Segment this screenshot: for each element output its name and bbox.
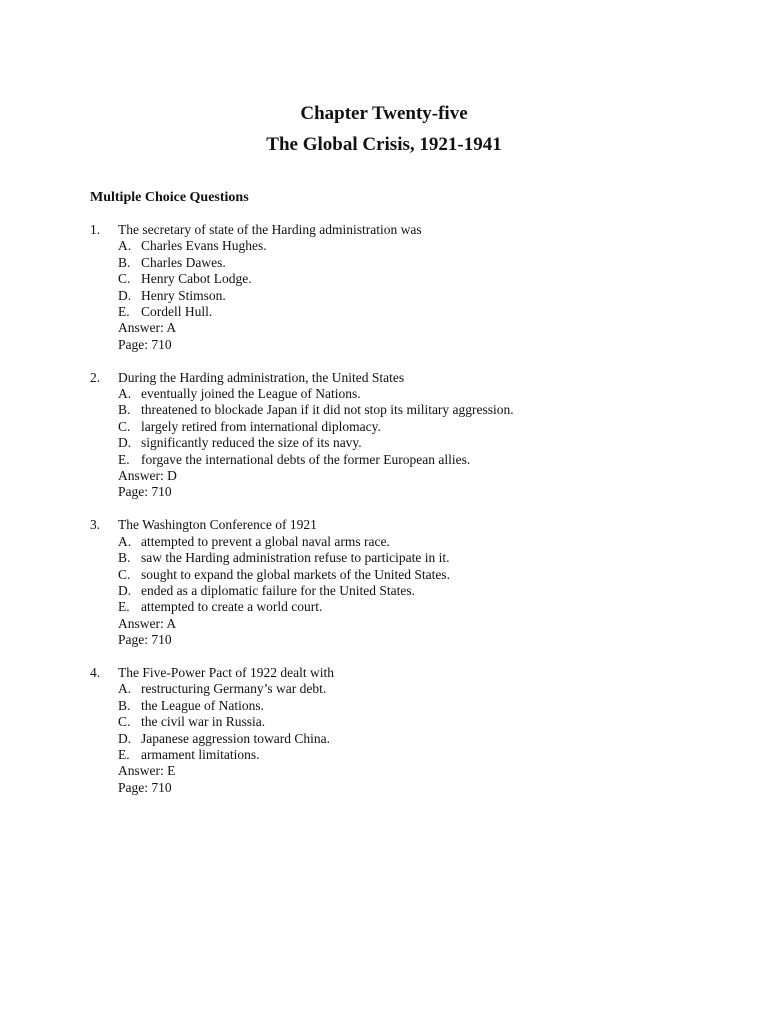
question-number: 4. <box>90 664 101 680</box>
question-stem: During the Harding administration, the United States <box>118 369 405 385</box>
option-letter: E. <box>118 451 130 467</box>
option-text: attempted to prevent a global naval arms race. <box>141 533 390 549</box>
option-text: forgave the international debts of the former European allies. <box>141 451 471 467</box>
answer-option <box>118 452 730 468</box>
question-body <box>118 517 730 648</box>
option-text: Charles Dawes. <box>141 254 226 270</box>
option-letter: E. <box>118 746 130 762</box>
option-letter: B. <box>118 402 131 418</box>
answer-key: Answer: E <box>118 763 176 779</box>
section-heading: Multiple Choice Questions <box>90 190 249 205</box>
answer-option <box>118 550 730 566</box>
option-letter: B. <box>118 254 131 270</box>
answer-option <box>118 271 730 287</box>
option-letter: C. <box>118 271 131 287</box>
option-text: significantly reduced the size of its navy. <box>141 435 362 451</box>
answer-key: Answer: D <box>118 468 177 484</box>
option-letter: A. <box>118 238 132 254</box>
option-text: largely retired from international diplomacy. <box>141 418 381 434</box>
option-text: threatened to blockade Japan if it did not stop its military aggression. <box>141 402 514 418</box>
option-text: eventually joined the League of Nations. <box>141 386 361 402</box>
question-number: 1. <box>90 222 101 237</box>
option-letter: A. <box>118 533 132 549</box>
option-letter: C. <box>118 418 131 434</box>
answer-option <box>118 238 730 254</box>
answer-option <box>118 681 730 697</box>
answer-option <box>118 567 730 583</box>
answer-option <box>118 386 730 402</box>
option-text: armament limitations. <box>141 746 260 762</box>
chapter-title: Chapter Twenty-five <box>300 103 468 124</box>
answer-option <box>118 304 730 320</box>
answer-option <box>118 731 730 747</box>
option-letter: C. <box>118 566 131 582</box>
answer-option <box>118 599 730 615</box>
option-text: Japanese aggression toward China. <box>141 730 330 746</box>
answer-option <box>118 714 730 730</box>
option-letter: D. <box>118 582 132 598</box>
question-item <box>90 517 730 648</box>
option-letter: D. <box>118 287 132 303</box>
page-reference: Page: 710 <box>118 484 172 500</box>
option-text: Henry Stimson. <box>141 287 226 303</box>
answer-option <box>118 419 730 435</box>
option-letter: E. <box>118 599 130 615</box>
question-body <box>118 370 730 501</box>
option-text: restructuring Germany’s war debt. <box>141 681 327 697</box>
option-letter: A. <box>118 681 132 697</box>
option-text: attempted to create a world court. <box>141 599 323 615</box>
answer-option <box>118 255 730 271</box>
option-letter: B. <box>118 697 131 713</box>
option-letter: D. <box>118 730 132 746</box>
option-text: saw the Harding administration refuse to participate in it. <box>141 550 450 566</box>
question-body <box>118 222 730 353</box>
option-text: ended as a diplomatic failure for the United States. <box>141 582 416 598</box>
question-stem: The secretary of state of the Harding administration was <box>118 222 422 237</box>
question-number: 2. <box>90 369 101 385</box>
chapter-subtitle: The Global Crisis, 1921-1941 <box>266 134 502 155</box>
option-letter: B. <box>118 550 131 566</box>
question-stem: The Five-Power Pact of 1922 dealt with <box>118 664 334 680</box>
question-number: 3. <box>90 517 101 533</box>
option-letter: C. <box>118 714 131 730</box>
answer-option <box>118 402 730 418</box>
answer-option <box>118 583 730 599</box>
answer-key: Answer: A <box>118 320 177 336</box>
option-text: Cordell Hull. <box>141 304 213 320</box>
answer-option <box>118 747 730 763</box>
answer-option <box>118 288 730 304</box>
answer-option <box>118 534 730 550</box>
answer-option <box>118 698 730 714</box>
option-text: the civil war in Russia. <box>141 714 266 730</box>
page-reference: Page: 710 <box>118 336 172 352</box>
option-text: the League of Nations. <box>141 697 264 713</box>
option-text: Henry Cabot Lodge. <box>141 271 252 287</box>
answer-key: Answer: A <box>118 615 177 631</box>
question-list <box>90 222 730 813</box>
page-reference: Page: 710 <box>118 632 172 648</box>
option-text: sought to expand the global markets of the United States. <box>141 566 450 582</box>
question-stem: The Washington Conference of 1921 <box>118 517 317 533</box>
option-letter: E. <box>118 304 130 320</box>
option-letter: A. <box>118 386 132 402</box>
option-letter: D. <box>118 435 132 451</box>
question-item <box>90 370 730 501</box>
answer-option <box>118 435 730 451</box>
option-text: Charles Evans Hughes. <box>141 238 267 254</box>
question-body <box>118 665 730 796</box>
page-reference: Page: 710 <box>118 779 172 795</box>
question-item <box>90 665 730 796</box>
question-item <box>90 222 730 353</box>
